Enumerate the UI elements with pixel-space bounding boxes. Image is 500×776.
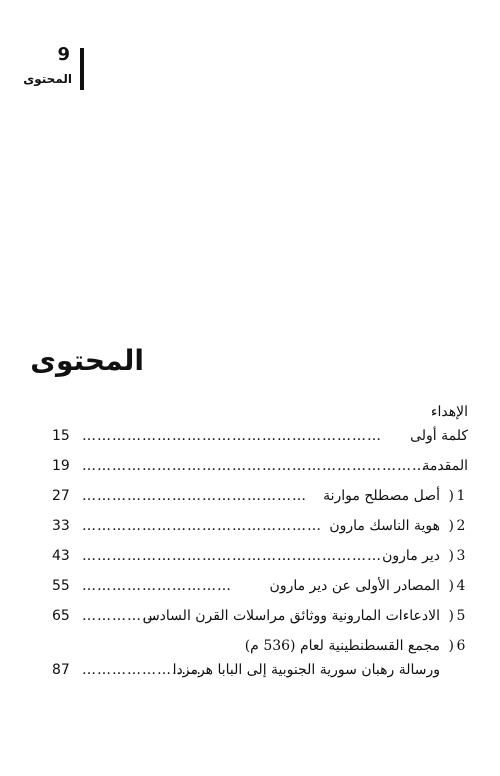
toc-entry-title: ورسالة رهبان سورية الجنوبية إلى البابا هرمزدا (172, 662, 440, 678)
toc-entry-3 (52, 548, 468, 578)
toc-entry-title: المقدمة (422, 458, 468, 474)
toc-entry-title: دير مارون (382, 548, 440, 564)
toc-page-number: 33 (52, 518, 70, 534)
toc-number-paren: ) (448, 518, 454, 534)
toc-entry-6 (52, 638, 468, 662)
toc-leader-dots: …………………… (82, 662, 202, 678)
toc-number-paren: ) (448, 578, 454, 594)
toc-page-number: 43 (52, 548, 70, 564)
toc-leader-dots: ………………………………………… (82, 518, 322, 534)
toc-entry-number: 1 (456, 488, 466, 504)
toc-entry-title: هوية الناسك مارون (329, 518, 440, 534)
running-header (24, 44, 84, 96)
toc-entry-2 (52, 518, 468, 548)
toc-entry-dedication (52, 404, 468, 428)
toc-entry-title: المصادر الأولى عن دير مارون (269, 578, 440, 594)
toc-entry-1 (52, 488, 468, 518)
toc-page-number: 55 (52, 578, 70, 594)
table-of-contents (52, 404, 468, 692)
toc-entry-title: أصل مصطلح موارنة (323, 488, 440, 504)
toc-page-number: 19 (52, 458, 70, 474)
toc-entry-title: الادعاءات المارونية ووثائق مراسلات القرن السادس (142, 608, 440, 624)
toc-entry-title: مجمع القسطنطينية لعام (536 م) (244, 638, 440, 654)
toc-entry-number: 2 (456, 518, 466, 534)
toc-leader-dots: …………………………………………………… (82, 428, 382, 444)
toc-entry-6-continued (52, 662, 468, 692)
toc-entry-number: 4 (456, 578, 466, 594)
toc-page-number: 27 (52, 488, 70, 504)
toc-number-paren: ) (448, 608, 454, 624)
toc-leader-dots: ………………………… (82, 578, 232, 594)
toc-entry-number: 3 (456, 548, 466, 564)
toc-page-number: 15 (52, 428, 70, 444)
toc-page-number: 65 (52, 608, 70, 624)
toc-leader-dots: ……………………………………… (82, 488, 307, 504)
header-rule (80, 48, 84, 90)
toc-entry-title: كلمة أولى (410, 428, 468, 444)
toc-number-paren: ) (448, 638, 454, 654)
toc-number-paren: ) (448, 548, 454, 564)
toc-entry-4 (52, 578, 468, 608)
page-number: 9 (57, 44, 70, 65)
toc-entry-5 (52, 608, 468, 638)
toc-leader-dots: …………………………………………………… (82, 548, 382, 564)
toc-entry-first-word (52, 428, 468, 458)
toc-entry-title: الإهداء (430, 404, 468, 420)
toc-number-paren: ) (448, 488, 454, 504)
toc-entry-number: 6 (456, 638, 466, 654)
running-title: المحتوى (23, 72, 72, 86)
toc-leader-dots: …………………………………………………………… (82, 458, 427, 474)
toc-entry-introduction (52, 458, 468, 488)
page-title: المحتوى (30, 344, 144, 377)
toc-page-number: 87 (52, 662, 70, 678)
toc-leader-dots: …………… (82, 608, 157, 624)
toc-entry-number: 5 (456, 608, 466, 624)
